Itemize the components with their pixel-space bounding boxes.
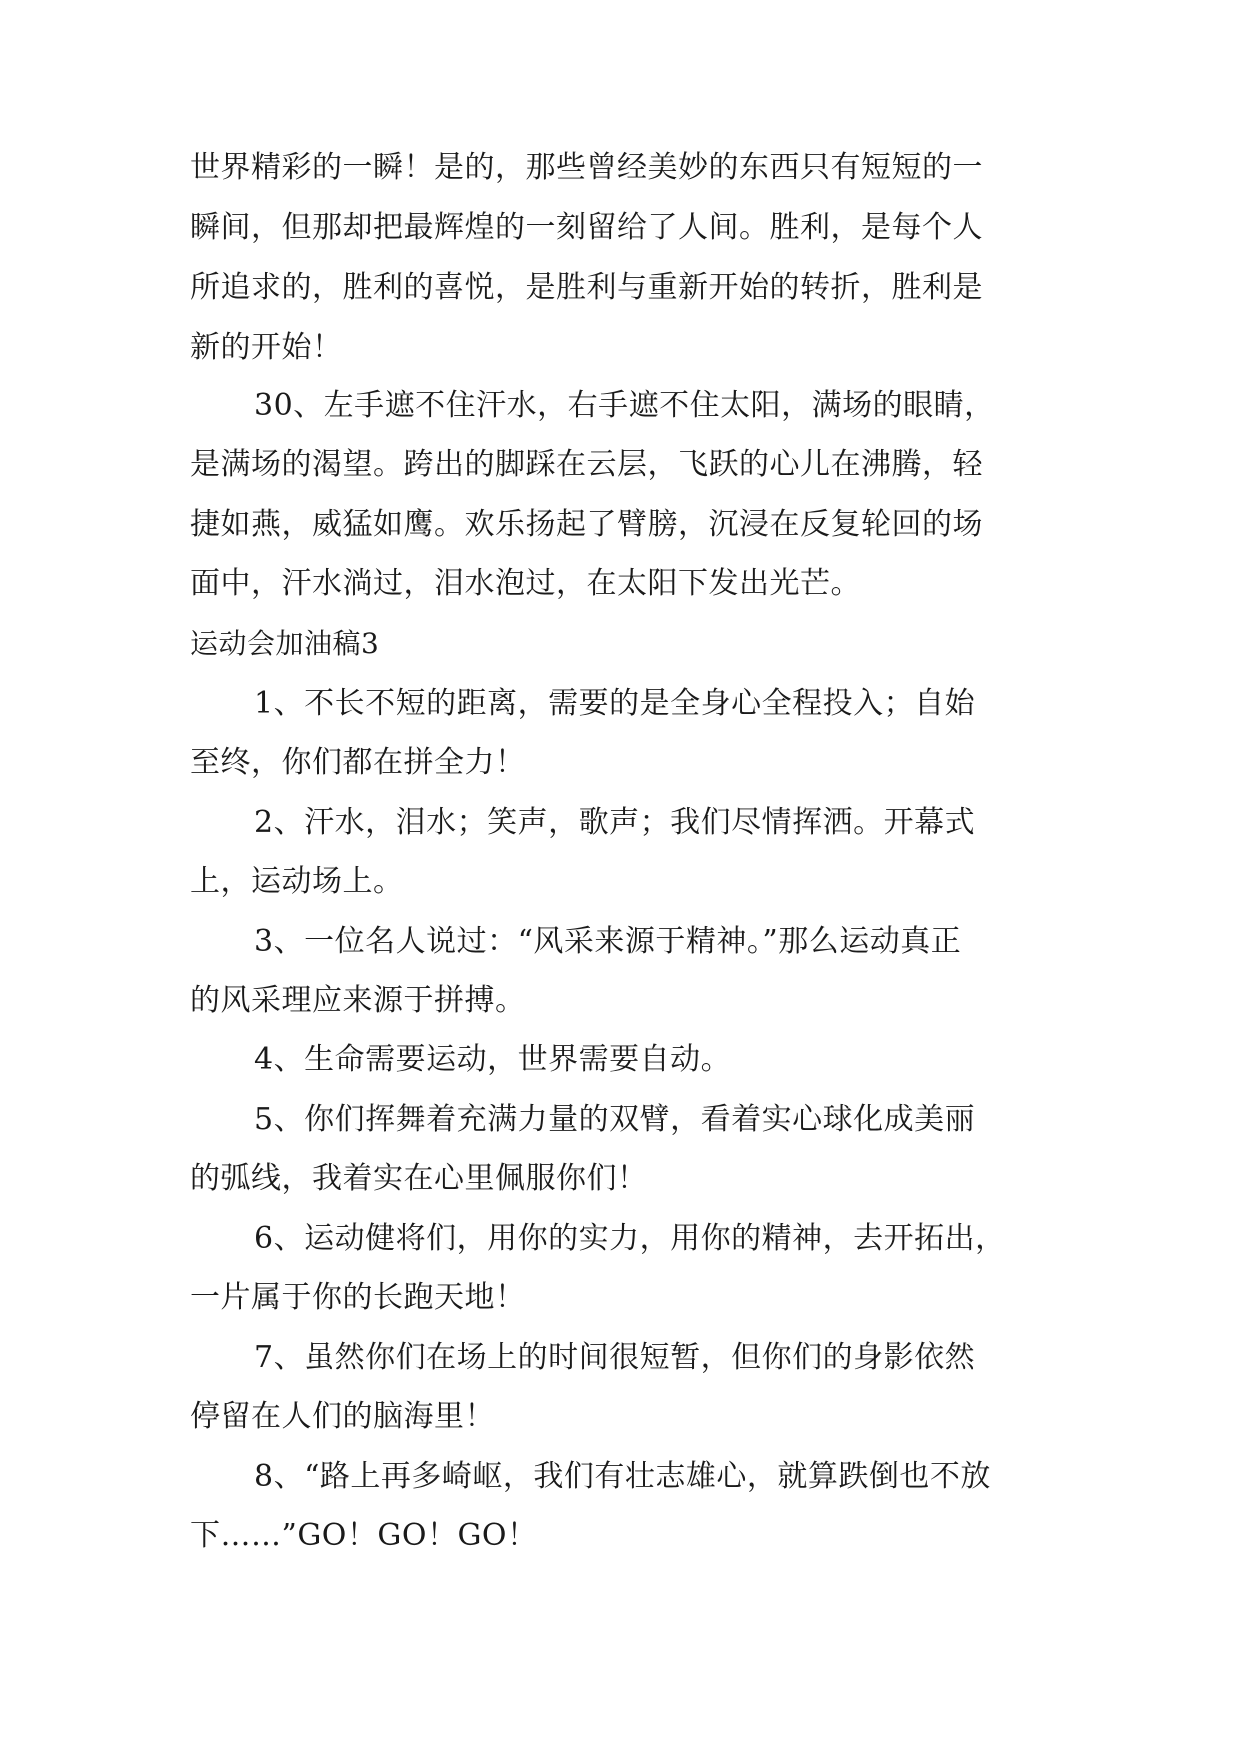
section-heading: 运动会加油稿3 [190, 627, 380, 660]
paragraph-line: 是满场的渴望。跨出的脚踩在云层，飞跃的心儿在沸腾，轻 [190, 447, 983, 482]
paragraph-line: 30、左手遮不住汗水，右手遮不住太阳，满场的眼睛， [254, 388, 995, 423]
paragraph-line: 上，运动场上。 [190, 864, 404, 899]
paragraph-line: 6、运动健将们，用你的实力，用你的精神，去开拓出， [254, 1221, 1006, 1256]
paragraph-line: 捷如燕，威猛如鹰。欢乐扬起了臂膀，沉浸在反复轮回的场 [190, 507, 983, 542]
paragraph-line: 停留在人们的脑海里！ [190, 1399, 495, 1434]
paragraph-line: 新的开始！ [190, 330, 343, 365]
paragraph-line: 4、生命需要运动，世界需要自动。 [254, 1042, 732, 1077]
paragraph-line: 2、汗水，泪水；笑声，歌声；我们尽情挥洒。开幕式 [254, 805, 976, 840]
paragraph-line: 7、虽然你们在场上的时间很短暂，但你们的身影依然 [254, 1340, 976, 1375]
paragraph-line: 面中，汗水淌过，泪水泡过，在太阳下发出光芒。 [190, 566, 861, 601]
paragraph-line: 一片属于你的长跑天地！ [190, 1280, 526, 1315]
paragraph-line: 所追求的，胜利的喜悦，是胜利与重新开始的转折，胜利是 [190, 270, 983, 305]
paragraph-line: 的风采理应来源于拼搏。 [190, 983, 526, 1018]
paragraph-line: 下……”GO！GO！GO！ [190, 1518, 538, 1553]
paragraph-line: 世界精彩的一瞬！是的，那些曾经美妙的东西只有短短的一 [190, 150, 983, 185]
paragraph-line: 8、“路上再多崎岖，我们有壮志雄心，就算跌倒也不放 [254, 1459, 991, 1494]
paragraph-line: 5、你们挥舞着充满力量的双臂，看着实心球化成美丽 [254, 1102, 976, 1137]
paragraph-line: 的弧线，我着实在心里佩服你们！ [190, 1161, 648, 1196]
paragraph-line: 瞬间，但那却把最辉煌的一刻留给了人间。胜利，是每个人 [190, 210, 983, 245]
paragraph-line: 3、一位名人说过：“风采来源于精神。”那么运动真正 [254, 924, 962, 959]
paragraph-line: 至终，你们都在拼全力！ [190, 745, 526, 780]
paragraph-line: 1、不长不短的距离，需要的是全身心全程投入；自始 [254, 686, 976, 721]
